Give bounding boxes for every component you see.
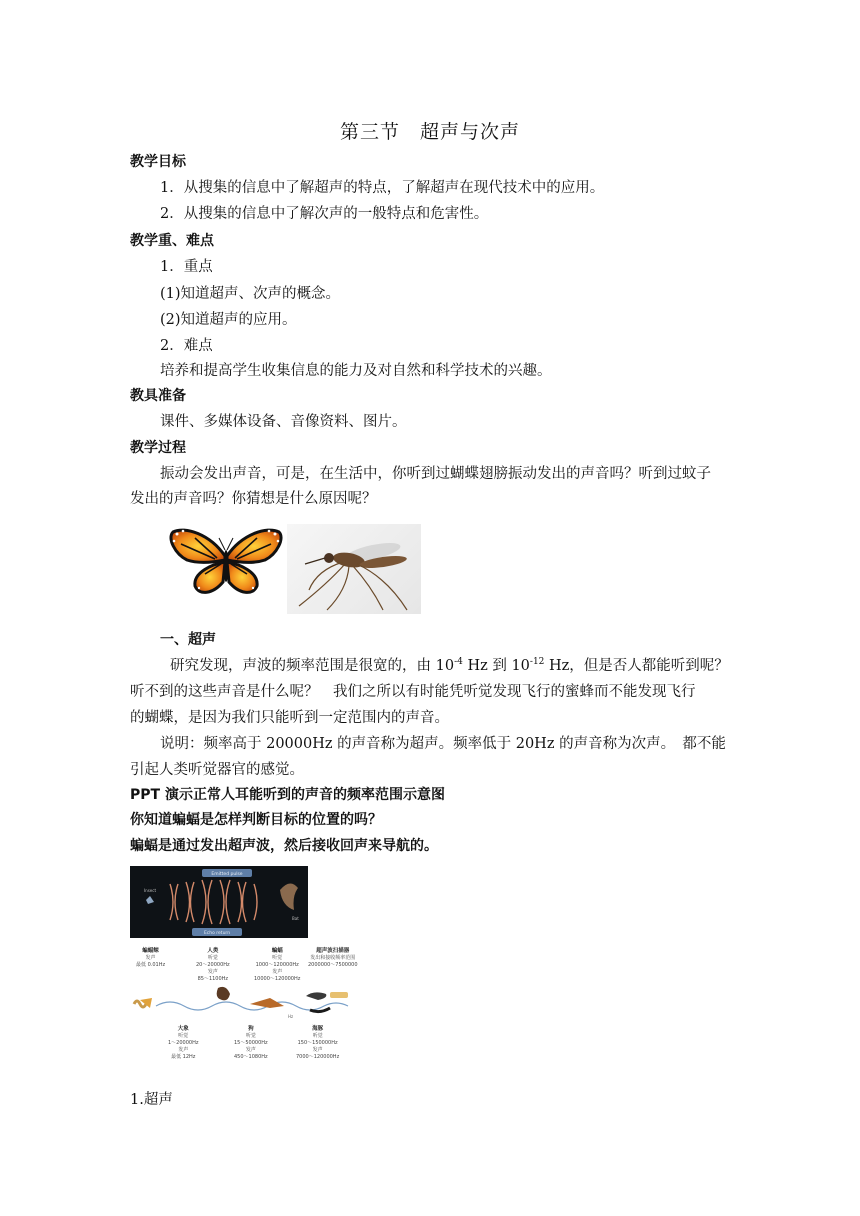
range-name-dolphin: 海豚 (312, 1026, 324, 1032)
process-paragraph-line1: 振动会发出声音，可是，在生活中，你听到过蝴蝶翅膀振动发出的声音吗？听到过蚊子 (160, 466, 711, 482)
range-name-dog: 狗 (248, 1026, 254, 1032)
range-line: 7000～120000Hz (296, 1054, 340, 1060)
range-line: 发声 (178, 1047, 189, 1053)
range-line: 10000～120000Hz (254, 976, 301, 982)
butterfly-image (165, 524, 287, 604)
range-label-dolphin (296, 1026, 339, 1061)
echolocation-diagram (130, 866, 308, 938)
tools-text: 课件、多媒体设备、音像资料、图片。 (160, 414, 407, 430)
insect-label: Insect (144, 888, 157, 893)
range-label-whale (136, 948, 165, 969)
range-line: 听觉 (245, 1033, 256, 1039)
research-text-a: 研究发现，声波的频率范围是很宽的，由 10 (170, 658, 455, 674)
mosquito-icon (287, 524, 421, 614)
emitted-pulse-label: Emitted pulse (211, 872, 243, 877)
frequency-wave-strip (130, 986, 362, 1020)
bat-label: Bat (292, 916, 299, 921)
echo-return-label: Echo return (203, 931, 231, 936)
range-line: 听觉 (207, 955, 218, 961)
research-text-b: Hz 到 10 (462, 658, 530, 674)
range-line: 1000～120000Hz (255, 962, 299, 968)
research-text-c: Hz，但是否人都能听到呢？ (544, 658, 729, 674)
range-label-human (196, 948, 230, 983)
explain-line2: 引起人类听觉器官的感觉。 (130, 762, 304, 778)
key-point-1a: (1)知道超声、次声的概念。 (160, 286, 341, 302)
frequency-range-diagram (130, 944, 362, 1066)
range-line: 听觉 (272, 955, 283, 961)
key-point-1: 1．重点 (160, 259, 213, 275)
range-line: 发出和接收频率范围 (310, 955, 356, 961)
heading-ultrasound: 一、超声 (160, 632, 216, 648)
range-line: 发声 (272, 969, 283, 975)
range-line: 听觉 (312, 1033, 323, 1039)
range-label-elephant (168, 1026, 198, 1061)
heading-teaching-goals: 教学目标 (130, 154, 186, 170)
range-line: 发声 (312, 1047, 323, 1053)
goal-item-2: 2．从搜集的信息中了解次声的一般特点和危害性。 (160, 206, 489, 222)
ppt-demo-line: PPT 演示正常人耳能听到的声音的频率范围示意图 (130, 787, 445, 803)
range-line: 最低 0.01Hz (136, 962, 166, 968)
range-label-bat (254, 948, 300, 983)
range-line: 1～20000Hz (168, 1040, 199, 1046)
exponent-2: -12 (529, 657, 545, 667)
research-line2: 听不到的这些声音是什么呢？ 我们之所以有时能凭听觉发现飞行的蜜蜂而不能发现飞行 (130, 684, 696, 700)
range-line: 2000000～7500000 (308, 962, 358, 968)
range-name-elephant: 大象 (177, 1026, 189, 1032)
exponent-1: -4 (454, 657, 463, 667)
range-name-scanner: 超声波扫描器 (316, 948, 350, 954)
explain-line1: 说明：频率高于 20000Hz 的声音称为超声。频率低于 20Hz 的声音称为次声。 都不能 (160, 736, 726, 752)
range-line: 发声 (145, 955, 156, 961)
subsection-ultrasound: 1.超声 (130, 1092, 173, 1108)
range-line: 最低 12Hz (171, 1054, 196, 1060)
butterfly-icon (165, 524, 287, 604)
mosquito-image (287, 524, 421, 614)
heading-process: 教学过程 (130, 440, 186, 456)
range-line: 15～50000Hz (234, 1040, 268, 1046)
bat-question: 你知道蝙蝠是怎样判断目标的位置的吗？ (130, 812, 382, 828)
range-line: 85～1100Hz (197, 976, 229, 982)
hz-unit-label: Hz (288, 1014, 294, 1019)
range-line: 听觉 (178, 1033, 189, 1039)
key-point-1b: (2)知道超声的应用。 (160, 312, 297, 328)
heading-key-points: 教学重、难点 (130, 233, 214, 249)
range-line: 发声 (245, 1047, 256, 1053)
range-label-scanner (308, 948, 358, 969)
range-name-human: 人类 (207, 948, 219, 954)
key-point-2: 2．难点 (160, 338, 213, 354)
range-name-whale: 蝙蝠鲸 (142, 948, 159, 954)
range-line: 150～150000Hz (297, 1040, 338, 1046)
range-label-dog (234, 1026, 268, 1061)
bat-answer: 蝙蝠是通过发出超声波，然后接收回声来导航的。 (130, 838, 438, 854)
range-line: 450～1080Hz (234, 1054, 268, 1060)
range-name-bat: 蝙蝠 (271, 948, 283, 954)
bat-echolocation-image (130, 866, 308, 938)
key-point-2a: 培养和提高学生收集信息的能力及对自然和科学技术的兴趣。 (160, 363, 552, 379)
range-line: 20～20000Hz (196, 962, 230, 968)
process-paragraph-line2: 发出的声音吗？你猜想是什么原因呢？ (130, 491, 377, 507)
goal-item-1: 1．从搜集的信息中了解超声的特点，了解超声在现代技术中的应用。 (160, 180, 605, 196)
range-line: 发声 (207, 969, 218, 975)
page-title: 第三节 超声与次声 (339, 121, 520, 143)
heading-tools: 教具准备 (130, 388, 186, 404)
research-line1 (170, 656, 729, 676)
research-line3: 的蝴蝶，是因为我们只能听到一定范围内的声音。 (130, 710, 449, 726)
